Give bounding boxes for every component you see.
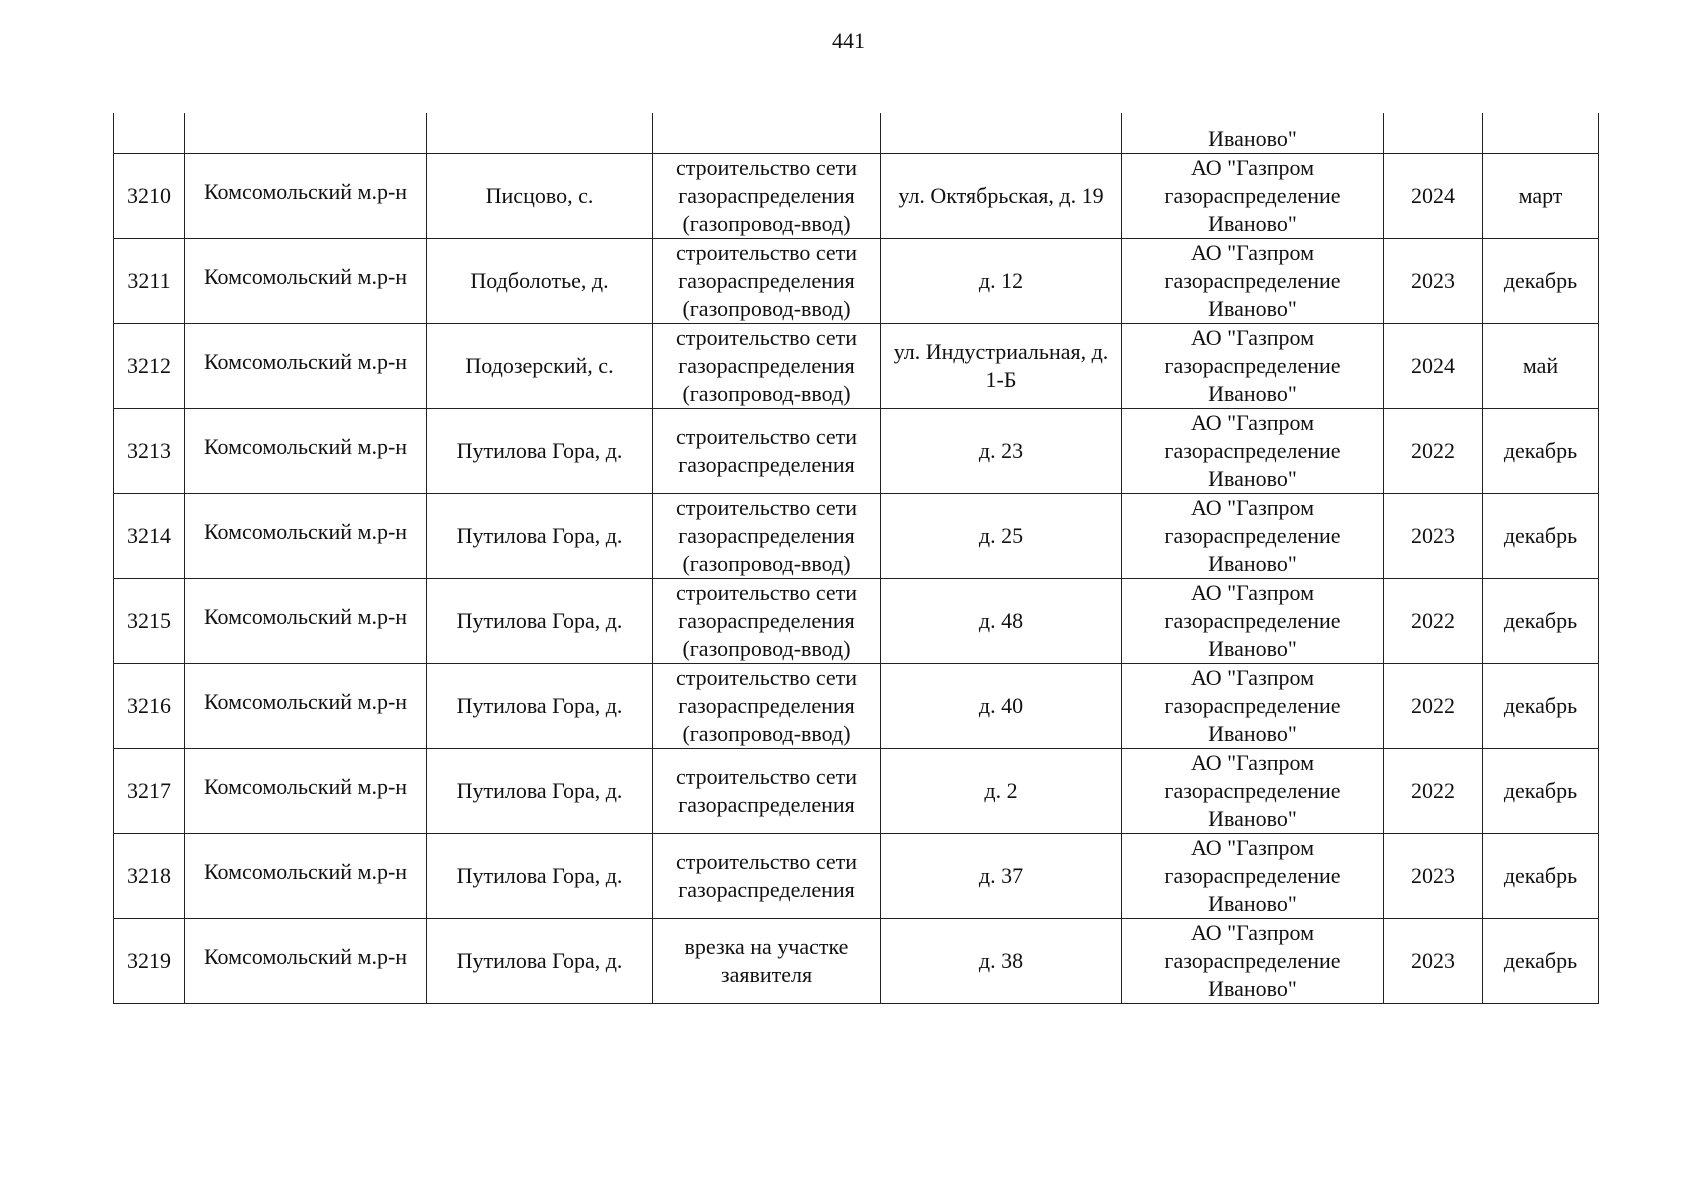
cell-organization: АО "Газпром газораспределение Иваново" (1122, 238, 1384, 323)
cell-month: декабрь (1483, 408, 1599, 493)
cell-address: д. 2 (881, 748, 1122, 833)
cell-no: 3210 (114, 153, 185, 238)
cell-organization: Иваново" (1122, 113, 1384, 153)
cell-month: декабрь (1483, 663, 1599, 748)
cell-year (1384, 113, 1483, 153)
cell-settlement: Подболотье, д. (427, 238, 653, 323)
cell-settlement: Путилова Гора, д. (427, 918, 653, 1003)
cell-no: 3219 (114, 918, 185, 1003)
cell-address: д. 12 (881, 238, 1122, 323)
cell-work: строительство сети газораспределения (газопровод-ввод) (653, 323, 881, 408)
table-row (114, 663, 1599, 748)
cell-year: 2023 (1384, 833, 1483, 918)
table-row (114, 918, 1599, 1003)
cell-settlement: Путилова Гора, д. (427, 833, 653, 918)
cell-organization: АО "Газпром газораспределение Иваново" (1122, 663, 1384, 748)
district-text: Комсомольский м.р-н (203, 943, 408, 969)
district-text: Комсомольский м.р-н (203, 518, 408, 544)
cell-address: ул. Индустриальная, д. 1-Б (881, 323, 1122, 408)
cell-address: ул. Октябрьская, д. 19 (881, 153, 1122, 238)
table-row (114, 833, 1599, 918)
cell-district (185, 323, 427, 408)
cell-year: 2024 (1384, 323, 1483, 408)
cell-work: строительство сети газораспределения (653, 408, 881, 493)
cell-settlement: Путилова Гора, д. (427, 493, 653, 578)
cell-month: декабрь (1483, 578, 1599, 663)
cell-month: декабрь (1483, 493, 1599, 578)
cell-no: 3217 (114, 748, 185, 833)
cell-address: д. 25 (881, 493, 1122, 578)
cell-year: 2023 (1384, 918, 1483, 1003)
table-body (114, 113, 1599, 1003)
register-table (113, 113, 1599, 1004)
cell-settlement: Путилова Гора, д. (427, 408, 653, 493)
cell-address: д. 38 (881, 918, 1122, 1003)
cell-work: врезка на участке заявителя (653, 918, 881, 1003)
district-text: Комсомольский м.р-н (203, 773, 408, 799)
page-number: 441 (832, 28, 865, 53)
cell-organization: АО "Газпром газораспределение Иваново" (1122, 493, 1384, 578)
district-text: Комсомольский м.р-н (203, 603, 408, 629)
cell-work: строительство сети газораспределения (653, 833, 881, 918)
table-row (114, 238, 1599, 323)
cell-organization: АО "Газпром газораспределение Иваново" (1122, 153, 1384, 238)
cell-no: 3212 (114, 323, 185, 408)
cell-year: 2023 (1384, 493, 1483, 578)
cell-organization: АО "Газпром газораспределение Иваново" (1122, 323, 1384, 408)
cell-year: 2022 (1384, 578, 1483, 663)
cell-month (1483, 113, 1599, 153)
district-text: Комсомольский м.р-н (203, 178, 408, 204)
table-row (114, 748, 1599, 833)
cell-organization: АО "Газпром газораспределение Иваново" (1122, 578, 1384, 663)
cell-address: д. 37 (881, 833, 1122, 918)
district-text: Комсомольский м.р-н (203, 688, 408, 714)
cell-organization: АО "Газпром газораспределение Иваново" (1122, 918, 1384, 1003)
table-row (114, 493, 1599, 578)
cell-district (185, 748, 427, 833)
cell-district (185, 663, 427, 748)
cell-month: декабрь (1483, 238, 1599, 323)
cell-address: д. 40 (881, 663, 1122, 748)
district-text: Комсомольский м.р-н (203, 263, 408, 289)
cell-no: 3213 (114, 408, 185, 493)
cell-address: д. 48 (881, 578, 1122, 663)
cell-settlement: Писцово, с. (427, 153, 653, 238)
cell-district (185, 493, 427, 578)
cell-address (881, 113, 1122, 153)
cell-year: 2024 (1384, 153, 1483, 238)
district-text: Комсомольский м.р-н (203, 348, 408, 374)
cell-no: 3218 (114, 833, 185, 918)
cell-settlement: Путилова Гора, д. (427, 748, 653, 833)
cell-work: строительство сети газораспределения (газопровод-ввод) (653, 578, 881, 663)
cell-month: май (1483, 323, 1599, 408)
cell-work: строительство сети газораспределения (газопровод-ввод) (653, 663, 881, 748)
cell-month: март (1483, 153, 1599, 238)
cell-work: строительство сети газораспределения (газопровод-ввод) (653, 493, 881, 578)
table-row (114, 323, 1599, 408)
cell-no: 3211 (114, 238, 185, 323)
cell-organization: АО "Газпром газораспределение Иваново" (1122, 833, 1384, 918)
cell-settlement: Путилова Гора, д. (427, 663, 653, 748)
cell-work: строительство сети газораспределения (газопровод-ввод) (653, 153, 881, 238)
cell-address: д. 23 (881, 408, 1122, 493)
table-row (114, 153, 1599, 238)
cell-year: 2022 (1384, 663, 1483, 748)
cell-district (185, 153, 427, 238)
cell-district (185, 833, 427, 918)
cell-settlement: Путилова Гора, д. (427, 578, 653, 663)
cell-settlement (427, 113, 653, 153)
cell-organization: АО "Газпром газораспределение Иваново" (1122, 748, 1384, 833)
cell-organization: АО "Газпром газораспределение Иваново" (1122, 408, 1384, 493)
district-text: Комсомольский м.р-н (203, 858, 408, 884)
cell-month: декабрь (1483, 833, 1599, 918)
district-text: Комсомольский м.р-н (203, 433, 408, 459)
cell-district (185, 238, 427, 323)
cell-month: декабрь (1483, 918, 1599, 1003)
cell-settlement: Подозерский, с. (427, 323, 653, 408)
cell-work (653, 113, 881, 153)
table-row (114, 408, 1599, 493)
cell-work: строительство сети газораспределения (653, 748, 881, 833)
cell-district (185, 918, 427, 1003)
cell-no: 3214 (114, 493, 185, 578)
cell-no: 3215 (114, 578, 185, 663)
cell-year: 2023 (1384, 238, 1483, 323)
cell-district (185, 578, 427, 663)
cell-district (185, 408, 427, 493)
cell-no (114, 113, 185, 153)
cell-year: 2022 (1384, 408, 1483, 493)
cell-year: 2022 (1384, 748, 1483, 833)
cell-work: строительство сети газораспределения (газопровод-ввод) (653, 238, 881, 323)
cell-month: декабрь (1483, 748, 1599, 833)
cell-district (185, 113, 427, 153)
table-row (114, 578, 1599, 663)
continuation-row (114, 113, 1599, 153)
cell-no: 3216 (114, 663, 185, 748)
